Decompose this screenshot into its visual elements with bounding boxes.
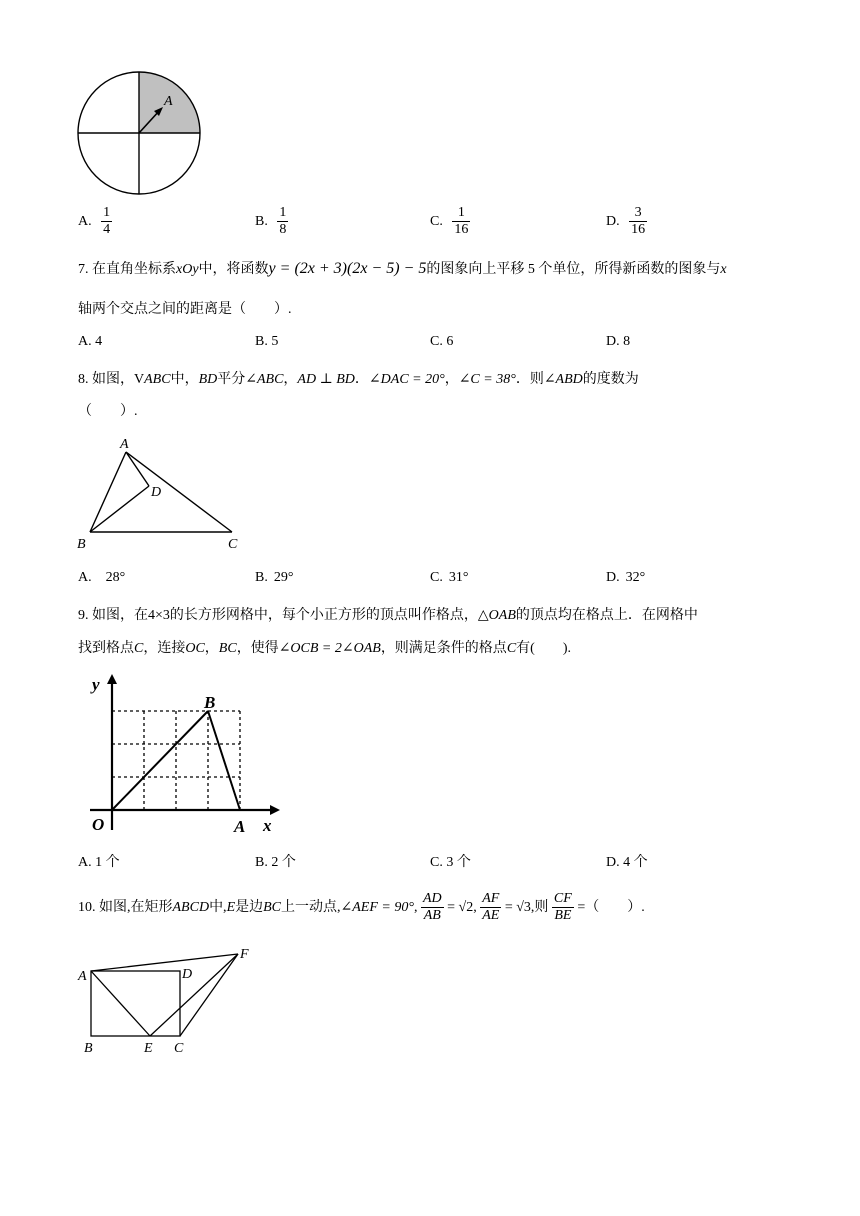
q8-option-d[interactable]: D. 32° [606,570,646,585]
q6-option-d[interactable]: D. $\frac{3}{16}$ [606,205,646,238]
q8-option-b[interactable]: B. 29° [255,570,294,585]
rect-label-c: C [174,1041,184,1056]
grid-figure [80,670,290,840]
q9-option-b[interactable]: B. 2 个 [255,855,296,870]
spinner-label-a: A [164,94,173,109]
q9-stem-line1: 9. 如图，在4×3的长方形网格中，每个小正方形的顶点叫作格点，△OAB的顶点均在格点上．在网格中 [78,608,698,623]
q6-option-b[interactable]: B. $\frac{1}{8}$ [255,205,287,238]
q9-option-d[interactable]: D. 4 个 [606,855,648,870]
grid-label-a: A [234,817,246,836]
rect-label-b: B [84,1041,93,1056]
tri-label-a: A [120,437,129,452]
q6-option-c[interactable]: C. $\frac{1}{16}$ [430,205,469,238]
q8-stem-line2: （ ）. [78,404,138,419]
q10-stem: 10. 如图,在矩形ABCD中,E是边BC上一动点,∠AEF = 90°, $\frac{AD}{AB}$ = √2, $\frac{AF}{AE}$ = √3,则 $\frac{CF}{BE}$ =（ ）. [78,891,645,924]
q7-option-a[interactable]: A. 4 [78,334,103,349]
grid-label-b: B [204,693,216,712]
q7-option-b[interactable]: B. 5 [255,334,279,349]
q9-option-a[interactable]: A. 1 个 [78,855,120,870]
q9-option-c[interactable]: C. 3 个 [430,855,471,870]
q7-stem-line2: 轴两个交点之间的距离是（ ）. [78,302,292,317]
q8-option-a[interactable]: A. 28° [78,570,126,585]
grid-label-o: O [92,815,105,834]
q8-option-c[interactable]: C. 31° [430,570,469,585]
rect-label-a: A [78,969,87,984]
tri-label-d: D [151,485,162,500]
grid-label-y: y [92,675,100,694]
rect-label-f: F [240,947,249,962]
triangle-abc-figure [70,432,250,552]
rectangle-figure [70,940,270,1060]
q7-option-d[interactable]: D. 8 [606,334,631,349]
spinner-figure [70,65,210,195]
tri-label-c: C [228,537,238,552]
rect-label-e: E [144,1041,153,1056]
q9-stem-line2: 找到格点C，连接OC，BC，使得∠OCB = 2∠OAB，则满足条件的格点C有( ). [78,641,571,656]
tri-label-b: B [77,537,86,552]
rect-label-d: D [182,967,193,982]
grid-label-x: x [263,816,272,835]
q6-option-a[interactable]: A. $\frac{1}{4}$ [78,205,111,238]
q7-stem-line1: 7. 在直角坐标系xOy中，将函数y = (2x + 3)(2x − 5) − 5的图象向上平移 5 个单位，所得新函数的图象与x [78,260,727,277]
q7-option-c[interactable]: C. 6 [430,334,454,349]
q8-stem-line1: 8. 如图，VABC中，BD平分∠ABC，AD ⊥ BD．∠DAC = 20°，∠C = 38°．则∠ABD的度数为 [78,372,639,387]
